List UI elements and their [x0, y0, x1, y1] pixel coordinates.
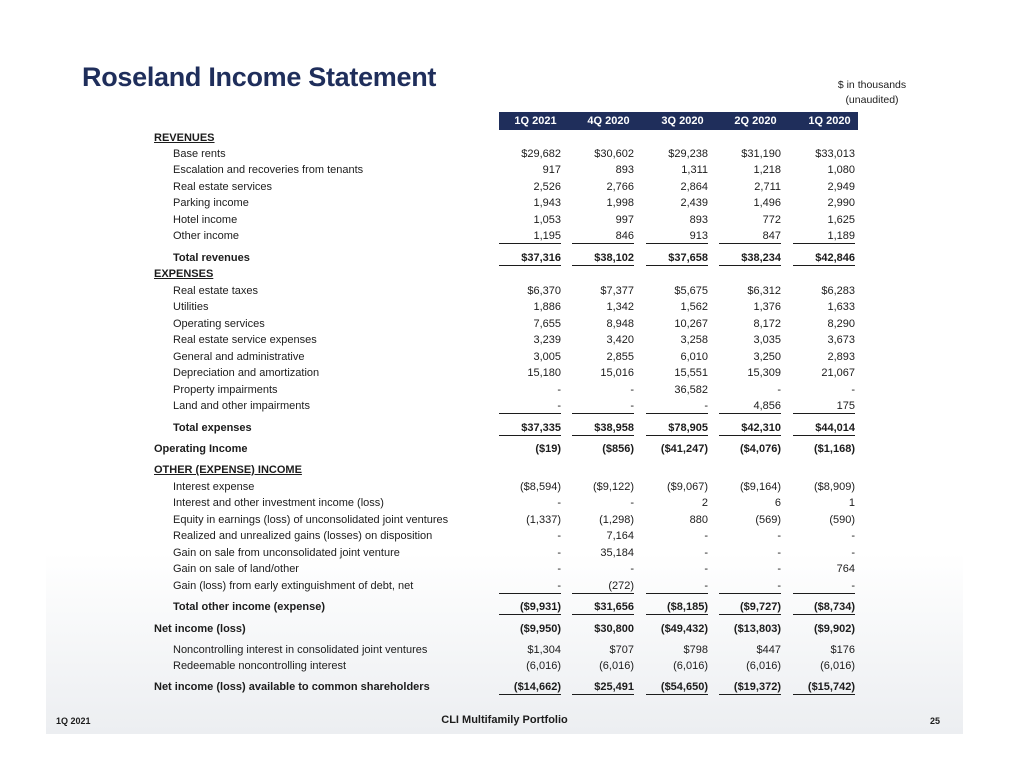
column-rule — [719, 413, 781, 414]
table-cell: $38,958 — [594, 422, 634, 434]
total-underline — [719, 694, 781, 695]
column-rule — [646, 243, 708, 244]
column-header: 3Q 2020 — [661, 115, 704, 127]
table-cell: 10,267 — [674, 318, 708, 330]
table-cell: 1,562 — [680, 301, 708, 313]
table-cell: 7,655 — [533, 318, 561, 330]
table-cell: 764 — [836, 563, 855, 575]
column-rule — [719, 593, 781, 594]
row-label: OTHER (EXPENSE) INCOME — [154, 464, 302, 476]
table-cell: $31,190 — [741, 148, 781, 160]
table-cell: - — [704, 547, 708, 559]
row-label: Net income (loss) available to common shareholders — [154, 681, 430, 693]
table-cell: $5,675 — [674, 285, 708, 297]
table-cell: 1,189 — [827, 230, 855, 242]
table-row — [0, 162, 1009, 178]
table-cell: - — [777, 384, 781, 396]
table-cell: (6,016) — [526, 660, 561, 672]
row-label: Gain on sale of land/other — [173, 563, 299, 575]
table-cell: 175 — [836, 400, 855, 412]
table-cell: (6,016) — [820, 660, 855, 672]
column-header-bar — [499, 112, 858, 130]
row-label: Other income — [173, 230, 240, 242]
table-cell: $38,234 — [741, 252, 781, 264]
table-row — [0, 398, 1009, 414]
table-row — [0, 382, 1009, 398]
table-cell: ($15,742) — [807, 681, 855, 693]
table-cell: 2,766 — [606, 181, 634, 193]
table-cell: - — [557, 580, 561, 592]
table-cell: 1,195 — [533, 230, 561, 242]
table-cell: ($19,372) — [733, 681, 781, 693]
table-cell: $38,102 — [594, 252, 634, 264]
table-cell: 3,005 — [533, 351, 561, 363]
table-cell: - — [777, 547, 781, 559]
table-cell: $447 — [756, 644, 781, 656]
table-cell: - — [777, 530, 781, 542]
table-cell: $42,310 — [741, 422, 781, 434]
footer-period: 1Q 2021 — [56, 716, 91, 726]
total-underline — [646, 614, 708, 615]
table-cell: ($9,950) — [520, 623, 561, 635]
row-label: EXPENSES — [154, 268, 214, 280]
row-label: Real estate taxes — [173, 285, 258, 297]
table-cell: 2 — [701, 497, 708, 509]
total-underline — [793, 614, 855, 615]
table-row — [0, 365, 1009, 381]
column-rule — [719, 243, 781, 244]
table-cell: 1,886 — [533, 301, 561, 313]
table-row — [0, 299, 1009, 315]
table-row — [0, 332, 1009, 348]
column-header: 2Q 2020 — [734, 115, 777, 127]
table-cell: - — [630, 400, 634, 412]
table-cell: ($8,734) — [814, 601, 855, 613]
table-cell: 1,342 — [606, 301, 634, 313]
row-label: Land and other impairments — [173, 400, 310, 412]
total-underline — [793, 435, 855, 436]
table-cell: 997 — [615, 214, 634, 226]
table-row — [0, 146, 1009, 162]
column-rule — [499, 243, 561, 244]
table-cell: 8,172 — [753, 318, 781, 330]
table-cell: - — [704, 530, 708, 542]
table-cell: 35,184 — [600, 547, 634, 559]
table-cell: $44,014 — [815, 422, 855, 434]
table-cell: (6,016) — [746, 660, 781, 672]
table-cell: - — [557, 563, 561, 575]
table-cell: ($8,185) — [667, 601, 708, 613]
section-header-row — [0, 266, 1009, 282]
table-cell: - — [630, 497, 634, 509]
table-cell: 2,864 — [680, 181, 708, 193]
table-cell: 913 — [689, 230, 708, 242]
table-cell: - — [630, 384, 634, 396]
table-cell: ($54,650) — [660, 681, 708, 693]
table-cell: ($1,168) — [814, 443, 855, 455]
table-cell: $37,316 — [521, 252, 561, 264]
table-cell: 2,711 — [754, 181, 781, 193]
page-number: 25 — [930, 716, 941, 726]
row-label: Hotel income — [173, 214, 238, 226]
units-note — [812, 78, 932, 108]
table-row — [0, 642, 1009, 658]
table-cell: $42,846 — [815, 252, 855, 264]
total-underline — [793, 694, 855, 695]
column-rule — [793, 593, 855, 594]
row-label: Utilities — [173, 301, 209, 313]
table-cell: 1,943 — [533, 197, 561, 209]
row-label: Gain (loss) from early extinguishment of debt, net — [173, 580, 414, 592]
table-row — [0, 212, 1009, 228]
row-label: Noncontrolling interest in consolidated joint ventures — [173, 644, 428, 656]
column-rule — [572, 593, 634, 594]
total-row — [0, 599, 1009, 615]
table-cell: ($9,727) — [740, 601, 781, 613]
column-rule — [646, 593, 708, 594]
table-cell: $33,013 — [815, 148, 855, 160]
table-cell: $25,491 — [594, 681, 634, 693]
row-label: General and administrative — [173, 351, 305, 363]
table-cell: (272) — [608, 580, 634, 592]
table-cell: 846 — [615, 230, 634, 242]
table-row — [0, 316, 1009, 332]
table-cell: 772 — [762, 214, 781, 226]
table-cell: ($9,931) — [520, 601, 561, 613]
table-cell: 893 — [689, 214, 708, 226]
row-label: Gain on sale from unconsolidated joint venture — [173, 547, 400, 559]
total-underline — [719, 614, 781, 615]
table-cell: 1,080 — [827, 164, 855, 176]
table-cell: 15,309 — [747, 367, 781, 379]
table-row — [0, 528, 1009, 544]
table-cell: - — [777, 563, 781, 575]
total-underline — [499, 694, 561, 695]
table-cell: 36,582 — [674, 384, 708, 396]
table-cell: 1,376 — [753, 301, 781, 313]
table-cell: (1,337) — [526, 514, 561, 526]
table-cell: $29,238 — [668, 148, 708, 160]
table-cell: 2,526 — [533, 181, 561, 193]
table-cell: ($49,432) — [660, 623, 708, 635]
table-cell: ($9,902) — [814, 623, 855, 635]
row-label: Property impairments — [173, 384, 278, 396]
table-cell: 1,625 — [827, 214, 855, 226]
total-underline — [719, 435, 781, 436]
table-cell: $29,682 — [521, 148, 561, 160]
table-cell: ($8,594) — [520, 481, 561, 493]
table-cell: - — [557, 497, 561, 509]
column-header: 1Q 2020 — [808, 115, 851, 127]
table-row — [0, 479, 1009, 495]
table-cell: 2,855 — [606, 351, 634, 363]
table-cell: 1,633 — [827, 301, 855, 313]
table-cell: 15,016 — [600, 367, 634, 379]
table-row — [0, 679, 1009, 695]
table-cell: - — [704, 400, 708, 412]
section-header-row — [0, 462, 1009, 478]
column-rule — [499, 413, 561, 414]
total-underline — [646, 435, 708, 436]
column-rule — [793, 413, 855, 414]
table-cell: 21,067 — [821, 367, 855, 379]
table-cell: 880 — [689, 514, 708, 526]
row-label: Interest expense — [173, 481, 255, 493]
table-cell: ($9,122) — [593, 481, 634, 493]
total-row — [0, 420, 1009, 436]
table-cell: - — [630, 563, 634, 575]
table-cell: - — [851, 530, 855, 542]
table-cell: 1,053 — [533, 214, 561, 226]
column-header: 1Q 2021 — [514, 115, 557, 127]
table-cell: - — [704, 580, 708, 592]
table-cell: 917 — [542, 164, 561, 176]
section-header-row — [0, 130, 1009, 146]
table-cell: $176 — [830, 644, 855, 656]
table-cell: - — [557, 547, 561, 559]
table-cell: 3,035 — [753, 334, 781, 346]
table-cell: $7,377 — [600, 285, 634, 297]
table-cell: $6,370 — [527, 285, 561, 297]
table-row — [0, 179, 1009, 195]
table-cell: (590) — [829, 514, 855, 526]
total-underline — [572, 614, 634, 615]
table-cell: 847 — [762, 230, 781, 242]
table-row — [0, 441, 1009, 457]
table-cell: $37,335 — [521, 422, 561, 434]
audit-note-line: (unaudited) — [845, 94, 899, 106]
table-cell: $30,800 — [594, 623, 634, 635]
table-cell: 6,010 — [680, 351, 708, 363]
row-label: Base rents — [173, 148, 226, 160]
table-cell: - — [557, 400, 561, 412]
table-cell: $78,905 — [668, 422, 708, 434]
table-row — [0, 512, 1009, 528]
total-underline — [572, 435, 634, 436]
table-cell: 15,180 — [527, 367, 561, 379]
table-cell: 2,990 — [827, 197, 855, 209]
row-label: Real estate services — [173, 181, 273, 193]
table-row — [0, 658, 1009, 674]
table-row — [0, 578, 1009, 594]
table-cell: ($9,067) — [667, 481, 708, 493]
row-label: Redeemable noncontrolling interest — [173, 660, 347, 672]
table-row — [0, 228, 1009, 244]
table-cell: (1,298) — [599, 514, 634, 526]
table-cell: 3,239 — [533, 334, 561, 346]
row-label: Parking income — [173, 197, 249, 209]
table-cell: 3,420 — [606, 334, 634, 346]
table-cell: 6 — [774, 497, 781, 509]
row-label: Real estate service expenses — [173, 334, 317, 346]
table-cell: (6,016) — [673, 660, 708, 672]
table-cell: 3,258 — [680, 334, 708, 346]
row-label: Operating Income — [154, 443, 248, 455]
table-row — [0, 545, 1009, 561]
table-cell: - — [557, 384, 561, 396]
units-note-line: $ in thousands — [837, 79, 907, 91]
table-cell: 7,164 — [606, 530, 634, 542]
table-cell: 4,856 — [753, 400, 781, 412]
row-label: Operating services — [173, 318, 265, 330]
table-cell: (6,016) — [599, 660, 634, 672]
total-row — [0, 250, 1009, 266]
table-cell: (569) — [755, 514, 781, 526]
table-cell: 893 — [615, 164, 634, 176]
table-cell: 1,496 — [753, 197, 781, 209]
column-header: 4Q 2020 — [587, 115, 630, 127]
table-cell: 3,673 — [827, 334, 855, 346]
table-row — [0, 349, 1009, 365]
table-cell: - — [851, 384, 855, 396]
table-row — [0, 495, 1009, 511]
table-cell: - — [777, 580, 781, 592]
table-cell: 1,311 — [681, 164, 708, 176]
row-label: Total expenses — [173, 422, 252, 434]
table-cell: 1 — [848, 497, 855, 509]
table-cell: 15,551 — [674, 367, 708, 379]
row-label: Equity in earnings (loss) of unconsolidated joint ventures — [173, 514, 449, 526]
row-label: Total revenues — [173, 252, 250, 264]
table-cell: ($4,076) — [740, 443, 781, 455]
table-row — [0, 195, 1009, 211]
table-cell: 3,250 — [753, 351, 781, 363]
table-cell: $798 — [683, 644, 708, 656]
table-cell: 1,218 — [753, 164, 781, 176]
table-cell: ($856) — [602, 443, 634, 455]
total-underline — [499, 435, 561, 436]
table-cell: 8,948 — [606, 318, 634, 330]
row-label: Realized and unrealized gains (losses) on disposition — [173, 530, 433, 542]
row-label: Interest and other investment income (loss) — [173, 497, 384, 509]
row-label: Depreciation and amortization — [173, 367, 320, 379]
table-cell: $707 — [609, 644, 634, 656]
column-rule — [646, 413, 708, 414]
column-rule — [793, 243, 855, 244]
total-underline — [499, 614, 561, 615]
total-underline — [646, 694, 708, 695]
row-label: Net income (loss) — [154, 623, 246, 635]
table-cell: 2,949 — [827, 181, 855, 193]
table-cell: 8,290 — [827, 318, 855, 330]
row-label: Escalation and recoveries from tenants — [173, 164, 364, 176]
table-cell: ($13,803) — [733, 623, 781, 635]
table-row — [0, 283, 1009, 299]
table-cell: 2,439 — [680, 197, 708, 209]
page-title: Roseland Income Statement — [82, 62, 437, 92]
table-cell: 1,998 — [606, 197, 634, 209]
table-cell: $30,602 — [594, 148, 634, 160]
table-cell: 2,893 — [827, 351, 855, 363]
column-rule — [499, 593, 561, 594]
table-cell: - — [704, 563, 708, 575]
table-cell: ($9,164) — [740, 481, 781, 493]
table-cell: $1,304 — [527, 644, 561, 656]
table-cell: ($14,662) — [513, 681, 561, 693]
total-underline — [572, 694, 634, 695]
column-rule — [572, 413, 634, 414]
table-row — [0, 621, 1009, 637]
table-cell: $6,283 — [821, 285, 855, 297]
table-cell: $6,312 — [747, 285, 781, 297]
table-cell: - — [557, 530, 561, 542]
table-cell: ($8,909) — [814, 481, 855, 493]
table-cell: - — [851, 547, 855, 559]
table-cell: $31,656 — [594, 601, 634, 613]
table-cell: $37,658 — [668, 252, 708, 264]
table-cell: ($19) — [535, 443, 561, 455]
table-cell: ($41,247) — [660, 443, 708, 455]
row-label: REVENUES — [154, 132, 215, 144]
footer-portfolio: CLI Multifamily Portfolio — [441, 714, 568, 726]
column-rule — [572, 243, 634, 244]
row-label: Total other income (expense) — [173, 601, 325, 613]
table-cell: - — [851, 580, 855, 592]
table-row — [0, 561, 1009, 577]
